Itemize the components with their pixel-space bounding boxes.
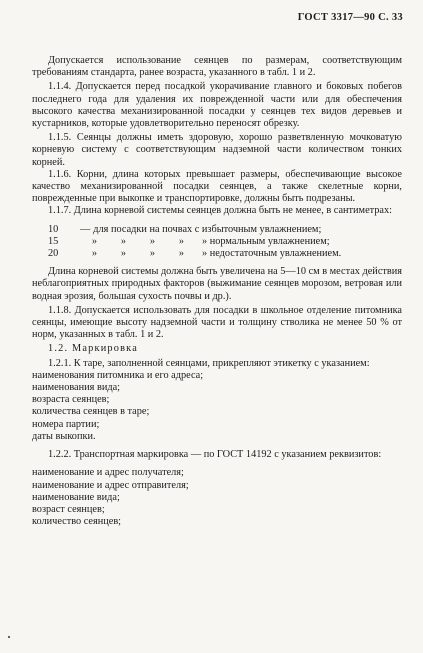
table-row: [48, 224, 402, 236]
list-item: наименование вида;: [32, 491, 120, 503]
paragraph-1-1-5: 1.1.5. Сеянцы должны иметь здоровую, хорошо разветвленную мочковатую корневую систему с соответствующим надземной части количеством тонких корней.: [32, 132, 402, 168]
condition-text: » недостаточным увлажнением.: [202, 248, 342, 260]
paragraph-1-1-7: 1.1.7. Длина корневой системы сеянцев должна быть не менее, в сантиметрах:: [48, 205, 393, 217]
root-length-table: [48, 224, 402, 261]
length-value: 15: [48, 235, 59, 247]
ditto-mark: »: [149, 235, 156, 247]
ditto-mark: »: [149, 248, 156, 260]
table-row: [48, 236, 402, 248]
paragraph: Допускается использование сеянцев по размерам, соответствующим требованиям стандарта, ранее возраста, указанного в табл. 1 и 2.: [32, 55, 402, 79]
ditto-mark: »: [120, 248, 127, 260]
list-item: наименование и адрес получателя;: [32, 467, 184, 479]
ditto-mark: »: [178, 248, 185, 260]
paragraph-1-1-6: 1.1.6. Корни, длина которых превышает размеры, обеспечивающие высокое качество механизированной посадки сеянцев, а также скелетные корни, поврежденные при выкопке и транспортировке, должны быть подрезаны.: [32, 168, 402, 205]
list-item: количество сеянцев;: [32, 516, 122, 528]
list-item: номера партии;: [32, 418, 100, 430]
ditto-mark: »: [178, 235, 185, 247]
paragraph-1-2-2: 1.2.2. Транспортная маркировка — по ГОСТ 14192 с указанием реквизитов:: [48, 449, 382, 461]
paragraph-1-1-8: 1.1.8. Допускается использовать для посадки в школьное отделение питомника сеянцы, имеющие высоту надземной части и толщину стволика не менее 50 % от норм, указанных в табл. 1 и 2.: [32, 304, 402, 341]
length-value: 20: [48, 248, 59, 260]
section-title: 1.2. Маркировка: [48, 343, 138, 355]
list-item: возраста сеянцев;: [32, 394, 110, 406]
condition-text: » нормальным увлажнением;: [202, 235, 330, 247]
paragraph-1-2-1: 1.2.1. К таре, заполненной сеянцами, прикрепляют этикетку с указанием:: [48, 357, 370, 369]
dash: —: [80, 223, 91, 235]
list-item: наименования вида;: [32, 382, 121, 394]
page-header: ГОСТ 3317—90 С. 33: [297, 12, 403, 23]
length-value: 10: [48, 223, 59, 235]
paragraph-1-1-4: 1.1.4. Допускается перед посадкой укорачивание главного и боковых побегов последнего года для удаления их поврежденной части или для обеспечения высокого качества механизированной посадки у сеянцев тех видов деревьев и кустарников, которые удовлетворительно переносят обрезку.: [32, 81, 402, 130]
list-item: возраст сеянцев;: [32, 503, 105, 515]
paragraph: Длина корневой системы должна быть увеличена на 5—10 см в местах действия неблагоприятных природных факторов (выжимание сеянцев морозом, ветровая или водная эрозия, большая сухость почвы и др.).: [32, 266, 402, 302]
ditto-mark: »: [91, 235, 98, 247]
label-list: [32, 370, 402, 443]
list-item: количества сеянцев в таре;: [32, 406, 150, 418]
table-row: [48, 248, 402, 260]
list-item: наименования питомника и его адреса;: [32, 369, 204, 381]
scan-speck: [8, 636, 10, 638]
condition-text: для посадки на почвах с избыточным увлажнением;: [93, 223, 322, 235]
document-body: [32, 55, 402, 528]
list-item: наименование и адрес отправителя;: [32, 479, 189, 491]
list-item: даты выкопки.: [32, 430, 96, 442]
ditto-mark: »: [120, 235, 127, 247]
requisites-list: [32, 467, 402, 528]
ditto-mark: »: [91, 248, 98, 260]
